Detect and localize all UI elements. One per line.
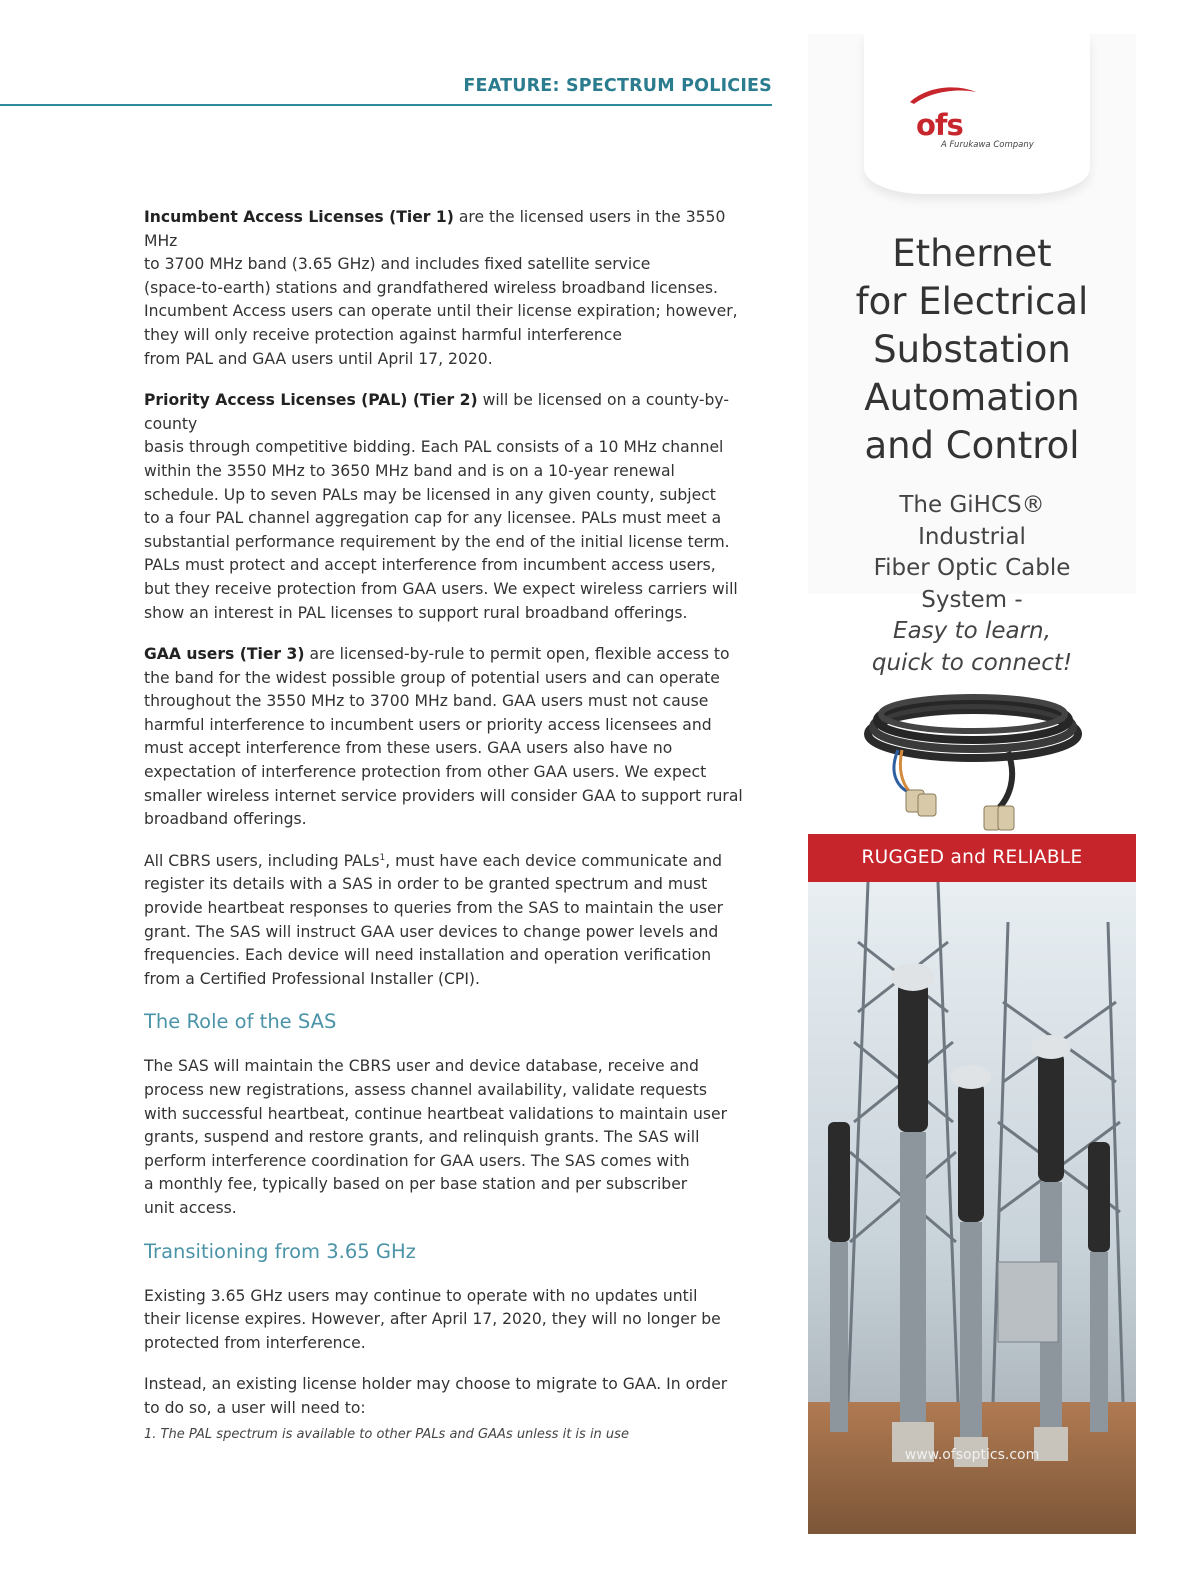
footnote: 1. The PAL spectrum is available to other PALs and GAAs unless it is in use <box>144 1427 629 1442</box>
ofs-swoosh-icon <box>908 84 978 108</box>
paragraph-migrate: Instead, an existing license holder may choose to migrate to GAA. In order to do so, a user will need to: <box>144 1375 728 1417</box>
lead-tier3: GAA users (Tier 3) <box>144 645 305 664</box>
subheading-role-of-sas: The Role of the SAS <box>144 1010 337 1034</box>
paragraph-existing-users: Existing 3.65 GHz users may continue to operate with no updates until their license expires. However, after April 17, 2020, they will no longer be protected from interference. <box>144 1286 721 1352</box>
subheading-transitioning: Transitioning from 3.65 GHz <box>144 1239 416 1263</box>
article-body <box>144 206 744 1439</box>
ofs-logo: ofs <box>916 108 963 142</box>
section-title: FEATURE: SPECTRUM POLICIES <box>463 76 772 96</box>
ad-headline: Ethernet for Electrical Substation Automation and Control <box>855 232 1089 467</box>
ad-website-link[interactable]: www.ofsoptics.com <box>904 1447 1040 1463</box>
ad-subheadline: The GiHCS® Industrial Fiber Optic Cable System - Easy to learn, quick to connect! <box>871 492 1073 676</box>
paragraph-tier3: GAA users (Tier 3) are licensed-by-rule to permit open, flexible access to the band for the widest possible group of potential users and can operate throughout the 3550 MHz to 3700 MHz band. GAA users must not cause harmful interference to incumbent users or priority access licensees and must accept interference from these users. GAA users also have no expectation of interference protection from other GAA users. We expect smaller wireless internet service providers will consider GAA to support rural broadband offerings. <box>144 645 743 829</box>
paragraph-cbrs-users: All CBRS users, including PALs$^1$, must have each device communicate and register its details with a SAS in order to be granted spectrum and must provide heartbeat responses to queries from the SAS to maintain the user grant. The SAS will instruct GAA user devices to change power levels and frequencies. Each device will need installation and operation verification from a Certified Professional Installer (CPI). <box>144 851 723 988</box>
footnote-ref: 1 <box>379 852 386 863</box>
logo-tagline: A Furukawa Company <box>941 140 1034 150</box>
header-rule <box>0 104 772 106</box>
paragraph-sas: The SAS will maintain the CBRS user and device database, receive and process new registrations, assess channel availability, validate requests with successful heartbeat, continue heartbeat validations to maintain user grants, suspend and restore grants, and relinquish grants. The SAS will perform interference coordination for GAA users. The SAS comes with a monthly fee, typically based on per base station and per subscriber unit access. <box>144 1057 728 1217</box>
paragraph-tier1: Incumbent Access Licenses (Tier 1) are the licensed users in the 3550 MHz to 3700 MHz band (3.65 GHz) and includes fixed satellite service (space-to-earth) stations and grandfathered wireless broadband licenses. Incumbent Access users can operate until their license expiration; however, they will only receive protection against harmful interference from PAL and GAA users until April 17, 2020. <box>144 208 738 368</box>
rugged-reliable-banner: RUGGED and RELIABLE <box>808 834 1136 882</box>
paragraph-tier2: Priority Access Licenses (PAL) (Tier 2) will be licensed on a county-by-county basis through competitive bidding. Each PAL consists of a 10 MHz channel within the 3550 MHz to 3650 MHz band and is on a 10-year renewal schedule. Up to seven PALs may be licensed in any given county, subject to a four PAL channel aggregation cap for any licensee. PALs must meet a substantial performance requirement by the end of the initial license term. PALs must protect and accept interference from incumbent access users, but they receive protection from GAA users. We expect wireless carriers will show an interest in PAL licenses to support rural broadband offerings. <box>144 391 738 622</box>
substation-photo <box>808 882 1136 1534</box>
logo-card <box>864 34 1090 194</box>
lead-tier2: Priority Access Licenses (PAL) (Tier 2) <box>144 391 478 410</box>
lead-tier1: Incumbent Access Licenses (Tier 1) <box>144 208 454 226</box>
fiber-cable-image <box>858 694 1088 844</box>
ofs-advertisement[interactable] <box>808 34 1136 1534</box>
